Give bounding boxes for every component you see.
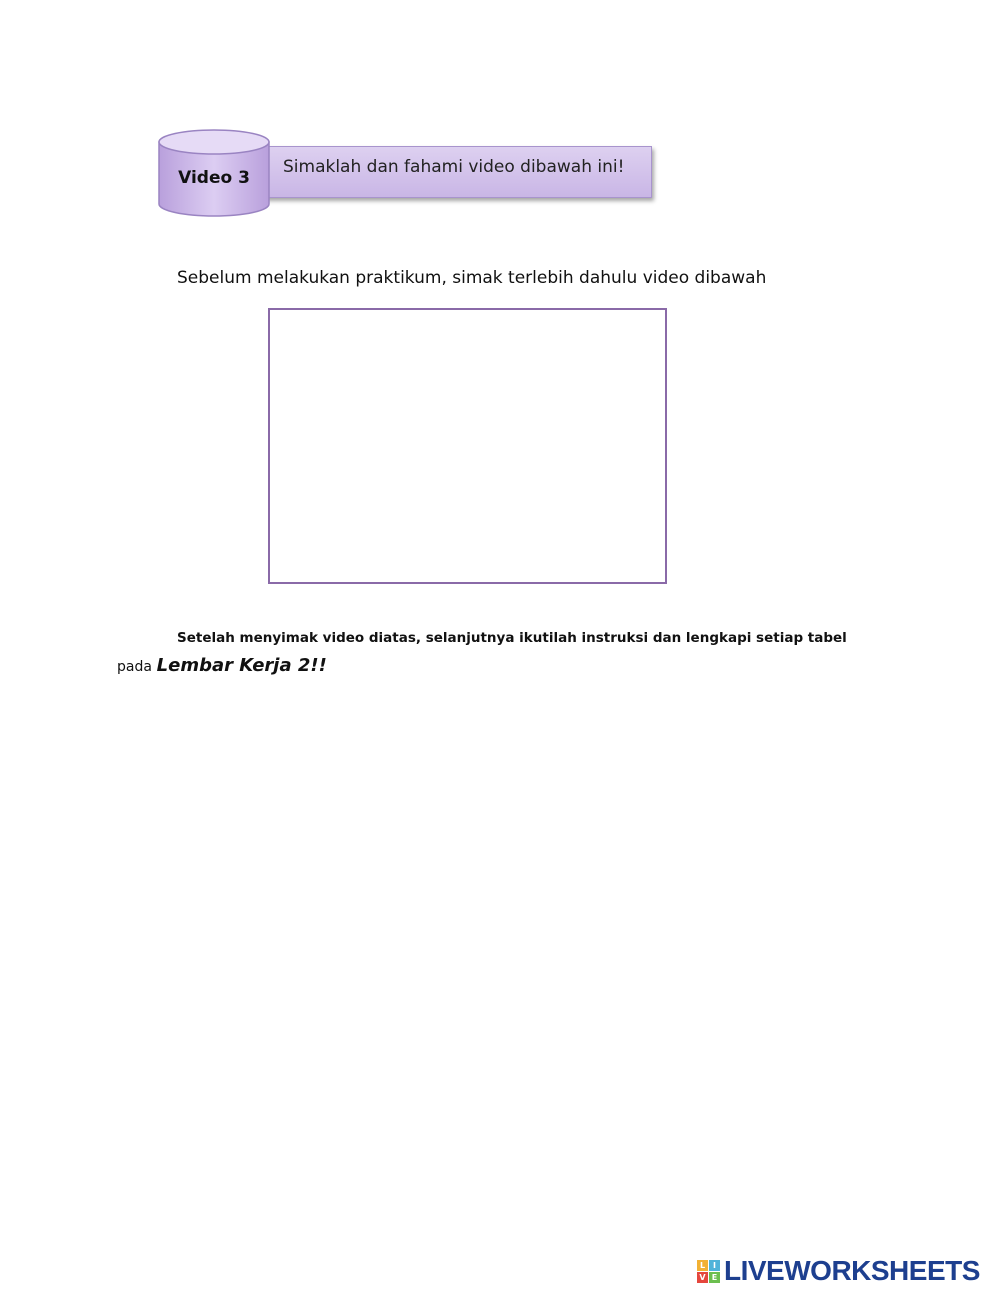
liveworksheets-logo (697, 1255, 980, 1287)
intro-text: Sebelum melakukan praktikum, simak terlebih dahulu video dibawah (177, 268, 767, 288)
video-label: Video 3 (178, 168, 250, 188)
video-embed[interactable] (268, 308, 667, 584)
logo-letter: V (697, 1272, 708, 1283)
video-label-cylinder (157, 128, 271, 220)
instruction-line: Setelah menyimak video diatas, selanjutnya ikutilah instruksi dan lengkapi setiap tabel (177, 630, 847, 646)
logo-letter: L (697, 1260, 708, 1271)
logo-letter: E (709, 1272, 720, 1283)
logo-letter: I (709, 1260, 720, 1271)
instruction-pada: pada (117, 659, 152, 675)
instruction-paragraph (117, 624, 867, 681)
worksheet-reference: Lembar Kerja 2!! (156, 655, 327, 676)
banner-text: Simaklah dan fahami video dibawah ini! (283, 157, 625, 177)
logo-text: LIVEWORKSHEETS (724, 1255, 980, 1286)
logo-mark-icon (697, 1260, 720, 1283)
instruction-banner (262, 146, 652, 198)
